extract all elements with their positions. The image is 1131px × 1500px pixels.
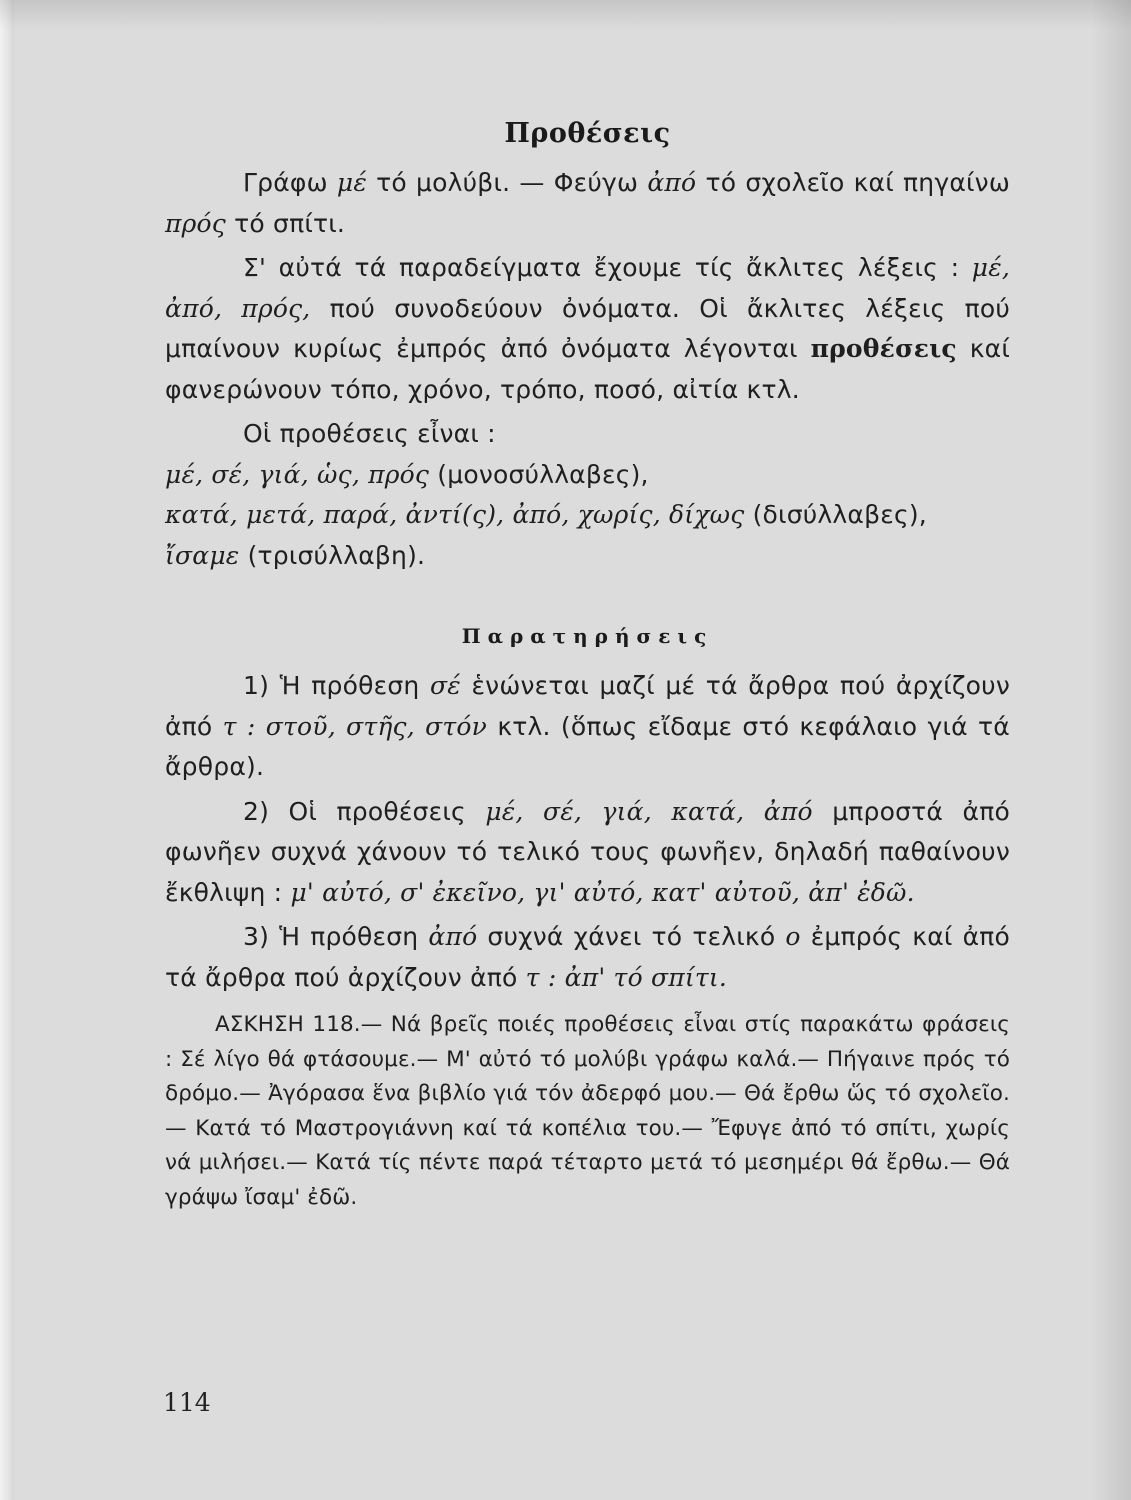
italic-preposition: πρός	[165, 208, 226, 238]
text-segment: 3) Ἡ πρόθεση	[243, 922, 429, 951]
text-segment: 1) Ἡ πρόθεση	[243, 671, 430, 700]
text-segment: κτλ. (ὅπως εἴδαμε στό κεφάλαιο γιά τά ἄρθρα).	[165, 711, 1010, 781]
italic-preposition: ἀπό	[428, 922, 478, 951]
paragraph-example-sentences	[165, 163, 1010, 244]
text-segment: μπροστά ἀπό φωνῆεν συχνά χάνουν τό τελικό τους φωνῆεν, δηλαδή παθαίνουν ἔκθλιψη :	[165, 796, 1010, 907]
text-segment: πού συνοδεύουν ὀνόματα. Οἱ ἄκλιτες λέξεις πού μπαίνουν κυρίως ἐμπρός ἀπό ὀνόματα λέγονται	[165, 293, 1010, 363]
page-title: Προθέσεις	[504, 118, 671, 149]
italic-examples: μ' αὐτό, σ' ἐκεῖνο, γι' αὐτό, κατ' αὐτοῦ, ἀπ' ἐδῶ.	[290, 877, 915, 907]
text-segment: συχνά χάνει τό τελικό	[477, 922, 786, 951]
text-segment: ἑνώνεται μαζί μέ τά ἄρθρα πού ἀρχίζουν ἀπό	[165, 671, 1010, 741]
italic-preposition: ἀπό	[647, 168, 697, 197]
paragraph-definition	[165, 248, 1010, 410]
text-segment: Γράφω	[243, 168, 337, 197]
text-segment: (μονοσύλλαβες),	[429, 459, 649, 489]
text-segment: 2) Οἱ προθέσεις	[243, 796, 486, 826]
text-segment: (δισύλλαβες),	[744, 500, 927, 529]
italic-prepositions: ἴσαμε	[165, 540, 240, 570]
page-content	[165, 118, 1010, 1215]
italic-letter: ο	[785, 922, 801, 951]
text-segment: (τρισύλλαβη).	[239, 540, 426, 570]
paragraph-list-intro: Οἱ προθέσεις εἶναι :	[243, 419, 496, 448]
bold-term-prepositions: προθέσεις	[810, 334, 957, 363]
italic-examples: τ : στοῦ, στῆς, στόν	[222, 711, 488, 741]
page-gutter-shadow	[1091, 0, 1131, 1500]
list-trisyllabic	[165, 536, 1010, 577]
italic-prepositions: μέ, σέ, γιά, ὡς, πρός	[165, 459, 430, 489]
text-segment: τό σπίτι.	[225, 208, 346, 238]
page-left-edge	[0, 0, 14, 1500]
section-subtitle: Παρατηρήσεις	[461, 624, 714, 648]
text-segment: τό μολύβι. — Φεύγω	[366, 168, 648, 197]
text-segment: τό σχολεῖο καί πηγαίνω	[696, 168, 1010, 197]
text-segment: καί φανερώνουν τόπο, χρόνο, τρόπο, ποσό, αἰτία κτλ.	[165, 334, 1011, 404]
italic-prepositions: μέ, σέ, γιά, κατά, ἀπό	[485, 796, 813, 826]
italic-preposition: μέ	[336, 168, 367, 197]
italic-examples: τ : ἀπ' τό σπίτι.	[525, 962, 728, 992]
text-segment: Σ' αὐτά τά παραδείγματα ἔχουμε τίς ἄκλιτες λέξεις :	[243, 253, 972, 282]
exercise-118: ΑΣΚΗΣΗ 118.— Νά βρεῖς ποιές προθέσεις εἶναι στίς παρακάτω φράσεις : Σέ λίγο θά φτάσουμε.— Μ' αὐτό τό μολύβι γράφω καλά.— Πήγαινε πρός τό δρόμο.— Ἀγόρασα ἕνα βιβλίο γιά τόν ἀδερφό μου.— Θά ἔρθω ὥς τό σχολεῖο.— Κατά τό Μαστρογιάννη καί τά κοπέλια του.— Ἔφυγε ἀπό τό σπίτι, χωρίς νά μιλήσει.— Κατά τίς πέντε παρά τέταρτο μετά τό μεσημέρι θά ἔρθω.— Θά γράψω ἴσαμ' ἐδῶ.	[165, 1012, 1010, 1210]
page-number: 114	[163, 1388, 211, 1417]
list-disyllabic	[165, 495, 1010, 536]
text-segment: ἐμπρός καί ἀπό τά ἄρθρα πού ἀρχίζουν ἀπό	[165, 922, 1010, 992]
italic-prepositions: μέ, ἀπό, πρός,	[165, 253, 1010, 323]
observation-3	[165, 917, 1010, 998]
list-monosyllabic	[165, 455, 1010, 496]
observation-1	[165, 666, 1010, 788]
page-top-shade	[0, 0, 1131, 30]
italic-preposition: σέ	[430, 671, 461, 700]
italic-prepositions: κατά, μετά, παρά, ἀντί(ς), ἀπό, χωρίς, δίχως	[165, 500, 745, 529]
observation-2	[165, 792, 1010, 914]
